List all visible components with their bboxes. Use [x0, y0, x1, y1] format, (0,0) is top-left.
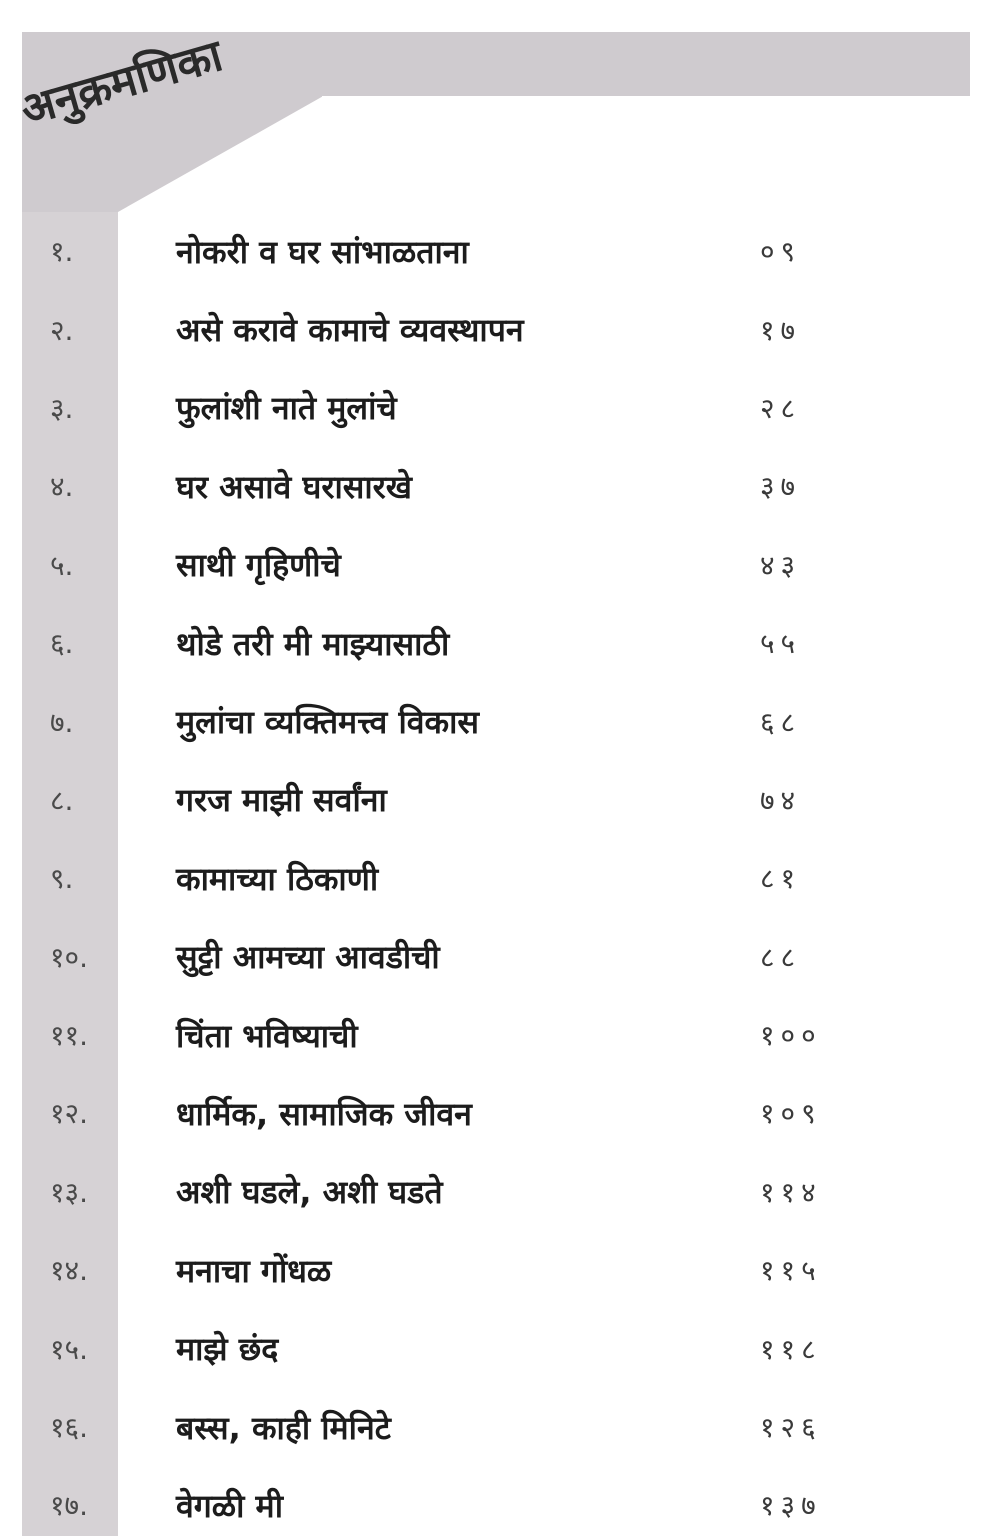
toc-entry[interactable]	[0, 761, 1000, 839]
chapter-title[interactable]: असे करावे कामाचे व्यवस्थापन	[176, 311, 524, 350]
toc-entry[interactable]	[0, 1231, 1000, 1309]
toc-entry[interactable]	[0, 1153, 1000, 1231]
chapter-number: ८.	[50, 783, 74, 817]
chapter-number: ३.	[50, 391, 74, 425]
page-number: १००	[760, 1019, 822, 1053]
toc-entry[interactable]	[0, 682, 1000, 760]
chapter-number: १७.	[50, 1489, 89, 1523]
chapter-number: ५.	[50, 548, 74, 582]
page-title: अनुक्रमणिका	[15, 30, 228, 137]
chapter-number: १.	[50, 235, 74, 269]
page-number: १७	[760, 313, 802, 347]
toc-entry[interactable]	[0, 1466, 1000, 1536]
chapter-number: ११.	[50, 1019, 89, 1053]
toc-entry[interactable]	[0, 369, 1000, 447]
toc-entry[interactable]	[0, 604, 1000, 682]
chapter-number: १५.	[50, 1332, 89, 1366]
chapter-title[interactable]: सुट्टी आमच्या आवडीची	[176, 938, 440, 977]
page-number: १०९	[760, 1097, 822, 1131]
page-number: ११८	[760, 1332, 822, 1366]
chapter-title[interactable]: फुलांशी नाते मुलांचे	[176, 389, 397, 428]
chapter-title[interactable]: गरज माझी सर्वांना	[176, 781, 387, 820]
toc-entry[interactable]	[0, 290, 1000, 368]
toc-entry[interactable]	[0, 1388, 1000, 1466]
toc-entry[interactable]	[0, 526, 1000, 604]
page-number: १३७	[760, 1489, 822, 1523]
chapter-title[interactable]: वेगळी मी	[176, 1486, 283, 1525]
chapter-title[interactable]: थोडे तरी मी माझ्यासाठी	[176, 624, 450, 663]
chapter-number: २.	[50, 313, 74, 347]
chapter-number: ९.	[50, 862, 74, 896]
page-number: ७४	[760, 783, 802, 817]
page-number: २८	[760, 391, 802, 425]
toc-entry[interactable]	[0, 1309, 1000, 1387]
chapter-title[interactable]: धार्मिक, सामाजिक जीवन	[176, 1094, 472, 1133]
chapter-title[interactable]: साथी गृहिणीचे	[176, 546, 341, 585]
chapter-title[interactable]: अशी घडले, अशी घडते	[176, 1173, 443, 1212]
chapter-title[interactable]: बस्स, काही मिनिटे	[176, 1408, 391, 1447]
chapter-title[interactable]: चिंता भविष्याची	[176, 1016, 358, 1055]
page-number: ३७	[760, 470, 802, 504]
chapter-title[interactable]: कामाच्या ठिकाणी	[176, 859, 379, 898]
chapter-number: ४.	[50, 470, 74, 504]
chapter-number: ६.	[50, 627, 74, 661]
chapter-title[interactable]: नोकरी व घर सांभाळताना	[176, 232, 469, 271]
toc-entry[interactable]	[0, 447, 1000, 525]
page-number: ११४	[760, 1175, 822, 1209]
page-number: ४३	[760, 548, 802, 582]
page-number: ८१	[760, 862, 802, 896]
page-number: ६८	[760, 705, 802, 739]
chapter-title[interactable]: मुलांचा व्यक्तिमत्त्व विकास	[176, 703, 480, 742]
chapter-number: १४.	[50, 1254, 89, 1288]
toc-list	[0, 212, 1000, 1536]
chapter-number: ७.	[50, 705, 74, 739]
chapter-title[interactable]: घर असावे घरासारखे	[176, 467, 412, 506]
toc-entry[interactable]	[0, 839, 1000, 917]
toc-entry[interactable]	[0, 1074, 1000, 1152]
page-number: ११५	[760, 1254, 822, 1288]
chapter-title[interactable]: मनाचा गोंधळ	[176, 1251, 332, 1290]
page-number: ५५	[760, 627, 802, 661]
chapter-title[interactable]: माझे छंद	[176, 1330, 279, 1369]
toc-entry[interactable]	[0, 996, 1000, 1074]
page-number: ८८	[760, 940, 802, 974]
toc-entry[interactable]	[0, 212, 1000, 290]
page-number: १२६	[760, 1411, 822, 1445]
chapter-number: १२.	[50, 1097, 89, 1131]
toc-entry[interactable]	[0, 918, 1000, 996]
page-number: ०९	[760, 235, 802, 269]
chapter-number: १३.	[50, 1175, 89, 1209]
chapter-number: १०.	[50, 940, 89, 974]
chapter-number: १६.	[50, 1411, 89, 1445]
